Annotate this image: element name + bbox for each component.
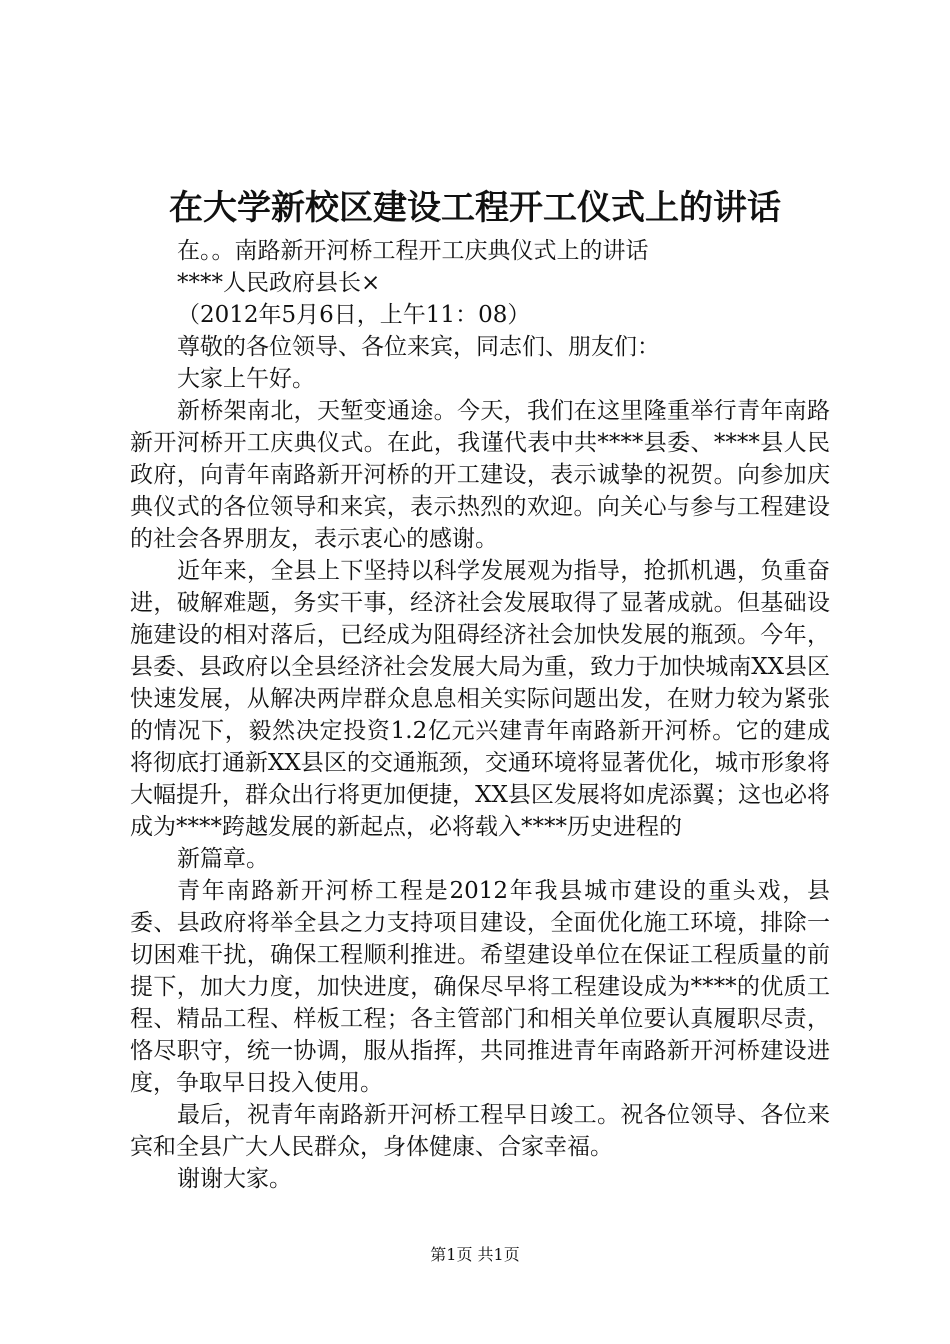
document-title: 在大学新校区建设工程开工仪式上的讲话 [169,188,781,228]
paragraph: 青年南路新开河桥工程是2012年我县城市建设的重头戏，县委、县政府将举全县之力支持项目建设，全面优化施工环境，排除一切困难干扰，确保工程顺利推进。希望建设单位在保证工程质量的前提下，加大力度，加快进度，确保尽早将工程建设成为****的优质工程、精品工程、样板工程；各主管部门和相关单位要认真履职尽责，恪尽职守，统一协调，服从指挥，共同推进青年南路新开河桥建设进度，争取早日投入使用。 [130,878,830,1096]
greeting: 大家上午好。 [177,366,315,392]
page-footer: 第1页 共1页 [430,1245,520,1264]
paragraph: 新桥架南北，天堑变通途。今天，我们在这里隆重举行青年南路新开河桥开工庆典仪式。在此，我谨代表中共****县委、****县人民政府，向青年南路新开河桥的开工建设，表示诚挚的祝贺。向参加庆典仪式的各位领导和来宾，表示热烈的欢迎。向关心与参与工程建设的社会各界朋友，表示衷心的感谢。 [130,398,830,552]
speaker-line: ****人民政府县长× [177,270,381,296]
paragraph: 新篇章。 [177,846,269,872]
date-line: （2012年5月6日，上午11：08） [177,302,531,328]
document-body [130,235,830,1195]
paragraph: 最后，祝青年南路新开河桥工程早日竣工。祝各位领导、各位来宾和全县广大人民群众，身体健康、合家幸福。 [130,1102,830,1160]
paragraph: 近年来，全县上下坚持以科学发展观为指导，抢抓机遇，负重奋进，破解难题，务实干事，经济社会发展取得了显著成就。但基础设施建设的相对落后，已经成为阻碍经济社会加快发展的瓶颈。今年，县委、县政府以全县经济社会发展大局为重，致力于加快城南XX县区快速发展，从解决两岸群众息息相关实际问题出发，在财力较为紧张的情况下，毅然决定投资1.2亿元兴建青年南路新开河桥。它的建成将彻底打通新XX县区的交通瓶颈，交通环境将显著优化，城市形象将大幅提升，群众出行将更加便捷，XX县区发展将如虎添翼；这也必将成为****跨越发展的新起点，必将载入****历史进程的 [130,558,830,840]
salutation: 尊敬的各位领导、各位来宾，同志们、朋友们： [177,334,660,360]
closing-line: 谢谢大家。 [177,1166,292,1192]
speech-subtitle: 在。。南路新开河桥工程开工庆典仪式上的讲话 [177,238,649,264]
